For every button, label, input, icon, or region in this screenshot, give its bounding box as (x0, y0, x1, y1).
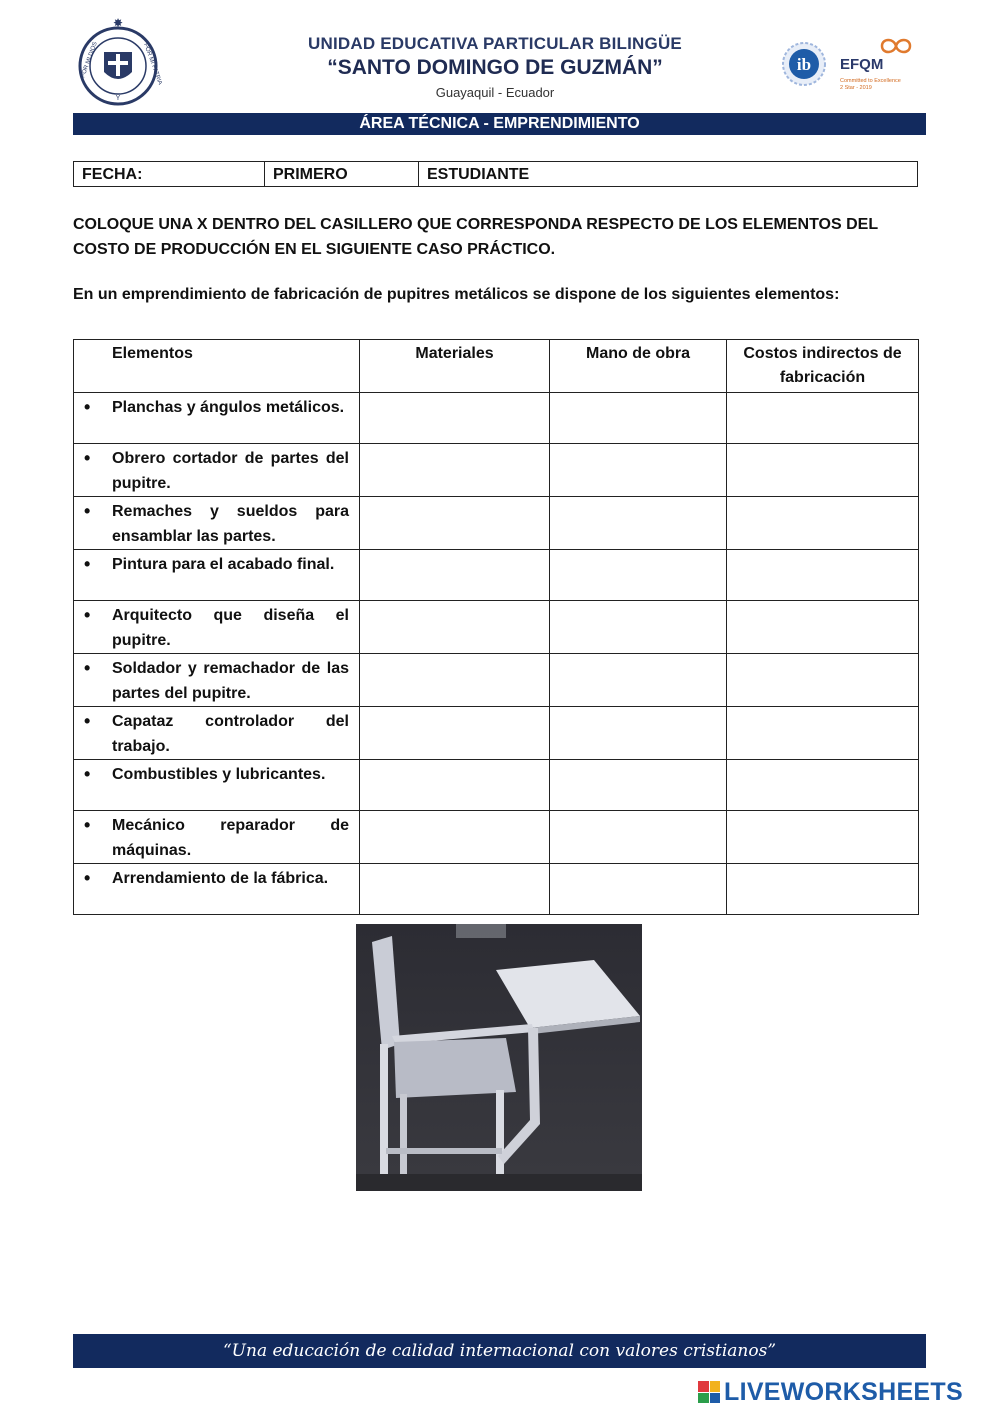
bullet-icon: • (84, 448, 91, 468)
fecha-field[interactable]: FECHA: (74, 162, 265, 186)
checkbox-cell-costos-indirectos[interactable] (727, 707, 919, 760)
element-cell (74, 811, 360, 864)
efqm-subtitle-1: Committed to Excellence (840, 78, 901, 84)
area-band: ÁREA TÉCNICA - EMPRENDIMIENTO (73, 113, 926, 135)
footer-motto: “Una educación de calidad internacional con valores cristianos” (73, 1334, 926, 1368)
seal-text-left: POR MI DIOS (80, 41, 99, 79)
checkbox-cell-costos-indirectos[interactable] (727, 444, 919, 497)
checkbox-cell-mano-de-obra[interactable] (550, 550, 727, 601)
case-intro: En un emprendimiento de fabricación de pupitres metálicos se dispone de los siguientes elementos: (73, 286, 840, 303)
efqm-infinity-icon (878, 36, 958, 56)
bullet-icon: • (84, 868, 91, 888)
school-location: Guayaquil - Ecuador (435, 85, 555, 100)
seal-letter: Y (115, 95, 121, 102)
desk-photo (356, 924, 642, 1191)
header-mano-de-obra: Mano de obra (550, 340, 727, 393)
element-cell (74, 654, 360, 707)
element-label: Arquitecto que diseña el pupitre. (112, 607, 349, 649)
bullet-icon: • (84, 764, 91, 784)
table-row (74, 393, 919, 444)
element-cell (74, 601, 360, 654)
efqm-logo (838, 36, 918, 96)
element-label: Soldador y remachador de las partes del pupitre. (112, 660, 349, 702)
element-cell (74, 864, 360, 915)
instructions: COLOQUE UNA X DENTRO DEL CASILLERO QUE CORRESPONDA RESPECTO DE LOS ELEMENTOS DEL COSTO DE PRODUCCIÓN EN EL SIGUIENTE CASO PRÁCTICO. (73, 216, 878, 258)
element-label: Capataz controlador del trabajo. (112, 713, 349, 755)
ib-mark: ib (796, 55, 812, 74)
seal-text-right: POR MI PATRIA (142, 42, 162, 86)
curso-field[interactable]: PRIMERO (265, 162, 419, 186)
checkbox-cell-costos-indirectos[interactable] (727, 864, 919, 915)
checkbox-cell-costos-indirectos[interactable] (727, 550, 919, 601)
element-label: Obrero cortador de partes del pupitre. (112, 450, 349, 492)
checkbox-cell-costos-indirectos[interactable] (727, 654, 919, 707)
liveworksheets-wordmark: LIVEWORKSHEETS (724, 1377, 963, 1406)
bullet-icon: • (84, 815, 91, 835)
checkbox-cell-mano-de-obra[interactable] (550, 601, 727, 654)
checkbox-cell-materiales[interactable] (360, 864, 550, 915)
table-header-row (74, 340, 919, 393)
table-row (74, 497, 919, 550)
student-info-row (73, 161, 918, 187)
checkbox-cell-mano-de-obra[interactable] (550, 497, 727, 550)
table-row (74, 444, 919, 497)
header-elementos: Elementos (74, 340, 360, 393)
liveworksheets-brand[interactable] (698, 1377, 963, 1407)
checkbox-cell-costos-indirectos[interactable] (727, 601, 919, 654)
school-line-2: “SANTO DOMINGO DE GUZMÁN” (327, 56, 663, 79)
checkbox-cell-mano-de-obra[interactable] (550, 654, 727, 707)
estudiante-field[interactable]: ESTUDIANTE (427, 166, 530, 183)
bullet-icon: • (84, 397, 91, 417)
table-row (74, 864, 919, 915)
element-cell (74, 550, 360, 601)
bullet-icon: • (84, 554, 91, 574)
element-label: Mecánico reparador de máquinas. (112, 817, 349, 859)
checkbox-cell-mano-de-obra[interactable] (550, 864, 727, 915)
header-materiales: Materiales (360, 340, 550, 393)
element-label: Remaches y sueldos para ensamblar las partes. (112, 503, 349, 545)
table-row (74, 654, 919, 707)
element-label: Pintura para el acabado final. (112, 556, 335, 573)
svg-text:✸: ✸ (112, 16, 124, 30)
checkbox-cell-mano-de-obra[interactable] (550, 444, 727, 497)
ib-logo (780, 40, 828, 88)
table-row (74, 811, 919, 864)
school-seal-logo (74, 16, 162, 108)
table-row (74, 760, 919, 811)
efqm-title: EFQM (840, 56, 884, 73)
checkbox-cell-mano-de-obra[interactable] (550, 760, 727, 811)
checkbox-cell-costos-indirectos[interactable] (727, 760, 919, 811)
element-label: Combustibles y lubricantes. (112, 766, 326, 783)
checkbox-cell-materiales[interactable] (360, 811, 550, 864)
checkbox-cell-materiales[interactable] (360, 707, 550, 760)
element-cell (74, 707, 360, 760)
cost-elements-table (73, 339, 919, 915)
table-row (74, 601, 919, 654)
table-row (74, 550, 919, 601)
checkbox-cell-materiales[interactable] (360, 601, 550, 654)
element-label: Planchas y ángulos metálicos. (112, 399, 345, 416)
element-cell (74, 760, 360, 811)
checkbox-cell-materiales[interactable] (360, 444, 550, 497)
table-row (74, 707, 919, 760)
checkbox-cell-costos-indirectos[interactable] (727, 497, 919, 550)
school-name-block (230, 34, 760, 100)
checkbox-cell-materiales[interactable] (360, 393, 550, 444)
bullet-icon: • (84, 658, 91, 678)
bullet-icon: • (84, 605, 91, 625)
checkbox-cell-costos-indirectos[interactable] (727, 393, 919, 444)
efqm-subtitle-2: 2 Star - 2019 (840, 85, 872, 91)
header-costos-indirectos: Costos indirectos de fabricación (727, 340, 919, 393)
checkbox-cell-costos-indirectos[interactable] (727, 811, 919, 864)
checkbox-cell-mano-de-obra[interactable] (550, 393, 727, 444)
checkbox-cell-mano-de-obra[interactable] (550, 707, 727, 760)
element-cell (74, 393, 360, 444)
element-label: Arrendamiento de la fábrica. (112, 870, 329, 887)
bullet-icon: • (84, 501, 91, 521)
checkbox-cell-materiales[interactable] (360, 654, 550, 707)
element-cell (74, 444, 360, 497)
element-cell (74, 497, 360, 550)
liveworksheets-icon (698, 1381, 720, 1403)
checkbox-cell-materiales[interactable] (360, 550, 550, 601)
bullet-icon: • (84, 711, 91, 731)
checkbox-cell-materiales[interactable] (360, 760, 550, 811)
checkbox-cell-mano-de-obra[interactable] (550, 811, 727, 864)
school-line-1: UNIDAD EDUCATIVA PARTICULAR BILINGÜE (308, 34, 682, 53)
checkbox-cell-materiales[interactable] (360, 497, 550, 550)
